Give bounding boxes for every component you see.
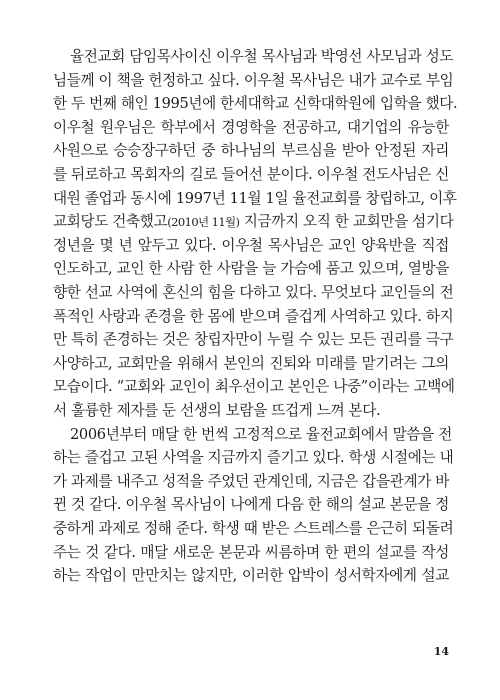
text-segment: 지금까지 오직 한 교회만을 섬기다 <box>239 213 454 231</box>
text-line: 정년을 몇 년 앞두고 있다. 이우철 목사님은 교인 양육반을 직접 <box>53 236 449 254</box>
text-line: 가 과제를 내주고 성적을 주었던 관계인데, 지금은 갑을관계가 바 <box>53 472 450 490</box>
text-line: 율전교회 담임목사이신 이우철 목사님과 박영선 사모님과 성도 <box>70 48 454 65</box>
text-line: 만 특히 존경하는 것은 창립자만이 누릴 수 있는 모든 권리를 극구 <box>53 331 454 349</box>
text-line <box>53 212 454 232</box>
text-line: 하는 즐겁고 고된 사역을 지금까지 즐기고 있다. 학생 시절에는 내 <box>53 449 454 467</box>
text-line: 뀐 것 같다. 이우철 목사님이 나에게 다음 한 해의 설교 본문을 정 <box>53 496 449 514</box>
text-line: 2006년부터 매달 한 번씩 고정적으로 율전교회에서 말씀을 전 <box>70 425 452 443</box>
text-line: 를 뒤로하고 목회자의 길로 들어선 분이다. 이우철 전도사님은 신 <box>53 166 450 183</box>
text-line: 서 훌륭한 제자를 둔 선생의 보람을 뜨겁게 느껴 본다. <box>53 402 381 419</box>
text-line: 인도하고, 교인 한 사람 한 사람을 늘 가슴에 품고 있으며, 열방을 <box>53 260 449 278</box>
text-line: 사양하고, 교회만을 위해서 본인의 진퇴와 미래를 맡기려는 그의 <box>53 354 449 372</box>
page-number: 14 <box>433 645 449 658</box>
text-line: 이우철 원우님은 학부에서 경영학을 전공하고, 대기업의 유능한 <box>53 118 449 136</box>
text-line: 주는 것 같다. 매달 새로운 본문과 씨름하며 한 편의 설교를 작성 <box>53 543 449 561</box>
text-line: 모습이다. “교회와 교인이 최우선이고 본인은 나중”이라는 고백에 <box>53 378 455 396</box>
text-line: 한 두 번째 해인 1995년에 한세대학교 신학대학원에 입학을 했다. <box>53 95 458 113</box>
text-segment: 교회당도 건축했고 <box>53 213 168 231</box>
text-line: 하는 작업이 만만치는 않지만, 이러한 압박이 성서학자에게 설교 <box>53 567 449 585</box>
text-line: 향한 선교 사역에 혼신의 힘을 다하고 있다. 무엇보다 교인들의 전 <box>53 284 454 301</box>
text-line: 대원 졸업과 동시에 1997년 11월 1일 율전교회를 창립하고, 이후 <box>53 189 457 207</box>
text-line: 사원으로 승승장구하던 중 하나님의 부르심을 받아 안정된 자리 <box>53 142 449 160</box>
text-line: 중하게 과제로 정해 준다. 학생 때 받은 스트레스를 은근히 되돌려 <box>53 520 454 537</box>
date-note: (2010년 11월) <box>167 215 240 230</box>
text-line: 님들께 이 책을 헌정하고 싶다. 이우철 목사님은 내가 교수로 부임 <box>53 71 454 89</box>
text-line: 폭적인 사랑과 존경을 한 몸에 받으며 즐겁게 사역하고 있다. 하지 <box>53 307 454 325</box>
